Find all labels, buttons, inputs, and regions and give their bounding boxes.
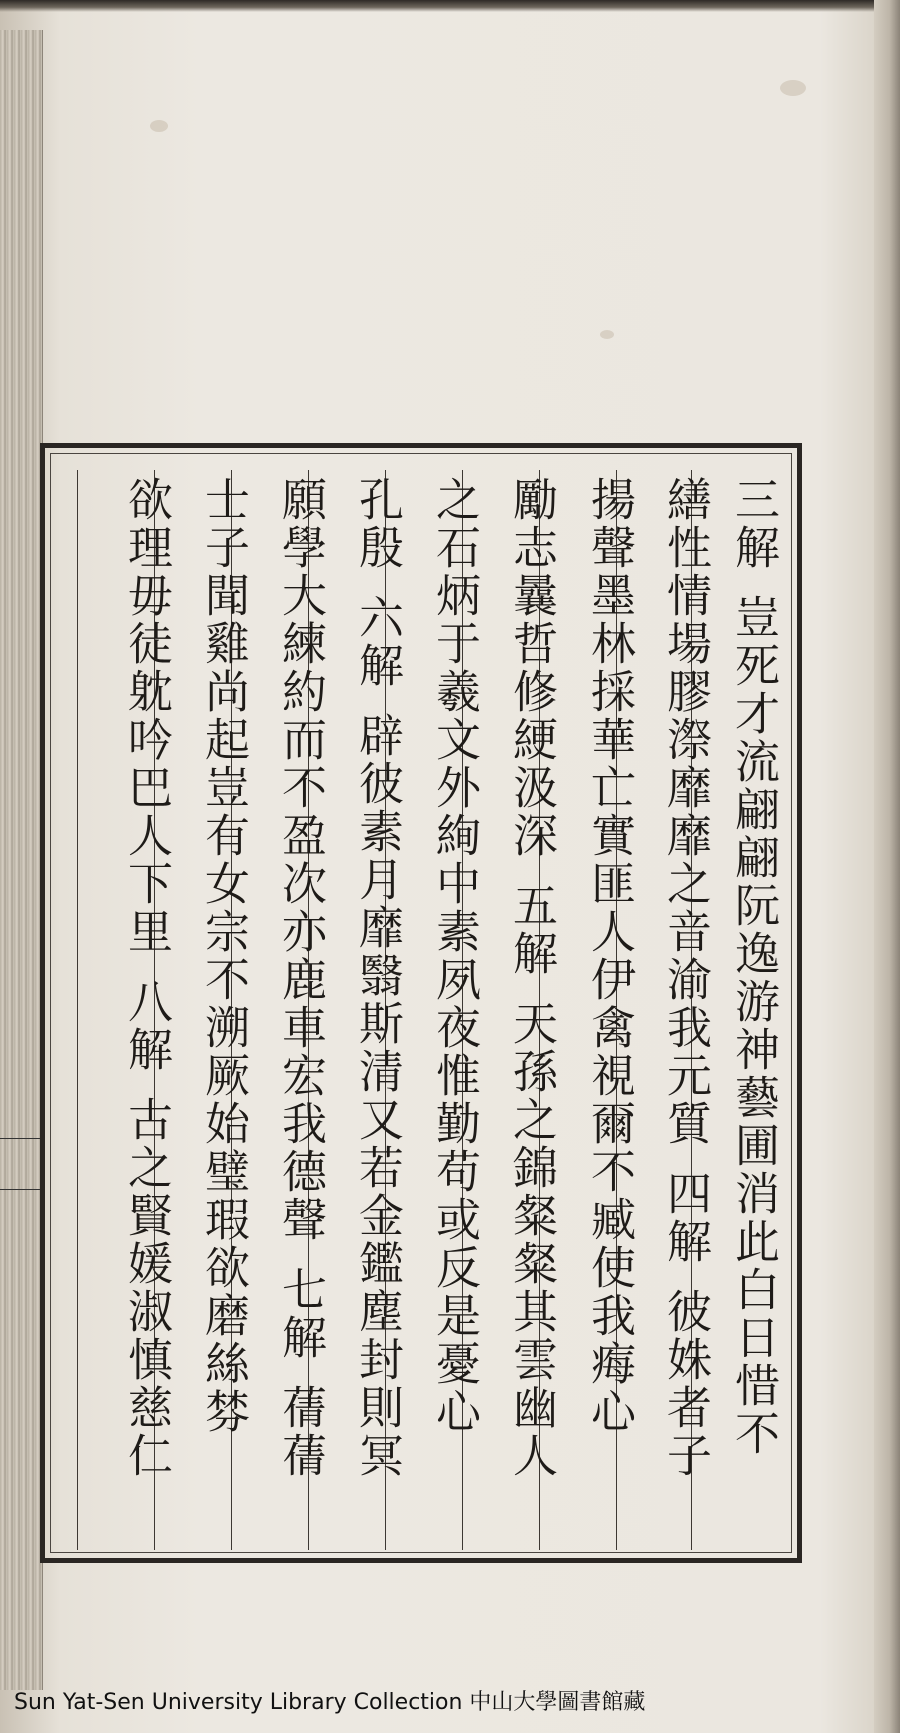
column-rule: [77, 470, 78, 1550]
text-column-1: [719, 476, 787, 1556]
verse-text: 天孫之錦粲粲其雲幽人: [505, 1000, 558, 1480]
verse-text: 古之賢媛淑慎慈仁: [120, 1096, 173, 1480]
paper-spot: [780, 80, 806, 96]
text-column-8: [189, 476, 257, 1556]
section-marker: 七解: [274, 1266, 327, 1362]
page-top-edge: [0, 0, 900, 12]
text-column-4: [497, 476, 565, 1556]
folio-marker: [0, 1138, 42, 1190]
text-column-3: [575, 476, 643, 1556]
verse-text: 豈死才流翩翩阮逸游神藝圃消此白日惜不: [727, 594, 780, 1458]
text-column-6: [343, 476, 411, 1556]
text-block-inner-border: [50, 453, 792, 1553]
section-marker: 四解: [659, 1170, 712, 1266]
text-column-9: [112, 476, 180, 1556]
verse-text: 繕性情場膠漈靡靡之音渝我元質: [659, 476, 712, 1148]
text-column-2: [651, 476, 719, 1556]
verse-text: 欲理毋徒躭吟巴人下里: [120, 476, 173, 956]
page-stack-edge: [0, 30, 43, 1690]
verse-text: 彼姝者子: [659, 1288, 712, 1480]
section-marker: 五解: [505, 882, 558, 978]
page-right-edge: [874, 0, 900, 1733]
verse-text: 之石炳于羲文外絢中素夙夜惟勤苟或反是憂心: [428, 476, 481, 1436]
section-marker: 八解: [120, 978, 173, 1074]
verse-text: 孔殷: [351, 476, 404, 572]
section-marker: 三解: [727, 476, 780, 572]
verse-text: 蒨蒨: [274, 1384, 327, 1480]
text-block-frame: [40, 443, 802, 1563]
paper-spot: [150, 120, 168, 132]
verse-text: 辟彼素月靡翳斯清又若金鑑塵封則冥: [351, 712, 404, 1480]
paper-spot: [600, 330, 614, 339]
section-marker: 六解: [351, 594, 404, 690]
text-column-5: [420, 476, 488, 1556]
collection-credit: Sun Yat-Sen University Library Collection 中山大學圖書館藏: [14, 1690, 646, 1715]
verse-text: 願學大練約而不盈次亦鹿車宏我德聲: [274, 476, 327, 1244]
text-column-7: [266, 476, 334, 1556]
verse-text: 勵志曩哲修綆汲深: [505, 476, 558, 860]
verse-text: 揚聲墨林採華亡實匪人伊禽視爾不臧使我痗心: [583, 476, 636, 1436]
verse-text: 士子聞雞尚起豈有女宗不溯厥始璧瑕欲磨絲棼: [197, 476, 250, 1436]
